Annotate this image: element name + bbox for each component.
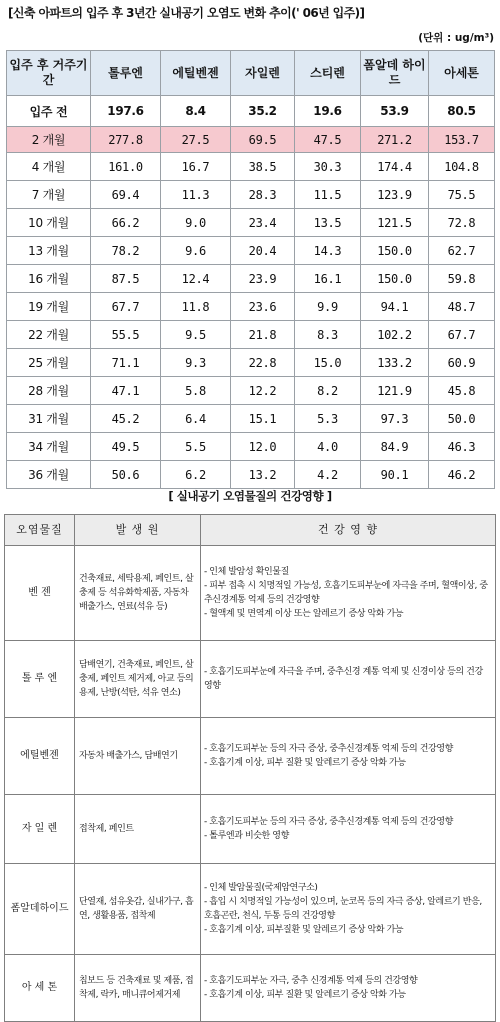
table-row <box>7 349 495 377</box>
table-cell: 11.5 <box>295 181 361 209</box>
table-cell: 50.6 <box>91 461 161 489</box>
table-row <box>7 181 495 209</box>
pollutant-name: 폼알데하이드 <box>5 864 75 955</box>
table-row <box>5 641 496 718</box>
pollution-source: 접착제, 페인트 <box>75 795 201 864</box>
table-row <box>7 265 495 293</box>
table-row <box>7 127 495 153</box>
table-cell: 12.0 <box>231 433 295 461</box>
table-cell: 87.5 <box>91 265 161 293</box>
row-label: 13 개월 <box>7 237 91 265</box>
pollutant-name: 자 일 렌 <box>5 795 75 864</box>
health-effects <box>201 955 496 1022</box>
table-cell: 21.8 <box>231 321 295 349</box>
table-cell: 55.5 <box>91 321 161 349</box>
table-row <box>7 321 495 349</box>
table-cell: 15.0 <box>295 349 361 377</box>
row-label: 2 개월 <box>7 127 91 153</box>
table-cell: 14.3 <box>295 237 361 265</box>
table-cell: 197.6 <box>91 96 161 127</box>
table-cell: 75.5 <box>429 181 495 209</box>
table-cell: 12.2 <box>231 377 295 405</box>
table-row <box>5 795 496 864</box>
column-header: 발 생 원 <box>75 515 201 546</box>
table-cell: 90.1 <box>361 461 429 489</box>
table-cell: 4.2 <box>295 461 361 489</box>
table-cell: 150.0 <box>361 237 429 265</box>
table-cell: 11.3 <box>161 181 231 209</box>
effect-line: - 톨루엔과 비슷한 영향 <box>204 831 289 841</box>
table-row <box>7 293 495 321</box>
table-cell: 49.5 <box>91 433 161 461</box>
table-cell: 69.4 <box>91 181 161 209</box>
table-cell: 35.2 <box>231 96 295 127</box>
effect-line: - 피부 접촉 시 치명적일 가능성, 호흡기도피부눈에 자극을 주며, 혈액이상, 중추신경계통 억제 등의 건강영향 <box>204 581 488 605</box>
column-header: 자일렌 <box>231 51 295 96</box>
effect-line: - 호흡기계 이상, 피부질환 및 알레르기 증상 악화 가능 <box>204 925 404 935</box>
table-cell: 19.6 <box>295 96 361 127</box>
unit-label: (단위 : ug/m³) <box>418 32 494 44</box>
health-effects <box>201 718 496 795</box>
table-cell: 23.6 <box>231 293 295 321</box>
table-cell: 80.5 <box>429 96 495 127</box>
pollutant-name: 아 세 톤 <box>5 955 75 1022</box>
effect-line: - 호흡기도피부눈 등의 자극 증상, 중추신경계통 억제 등의 건강영향 <box>204 817 453 827</box>
table-cell: 5.5 <box>161 433 231 461</box>
pollution-source: 건축재료, 세탁용제, 페인트, 살충제 등 석유화학제품, 자동차 배출가스, 연료(석유 등) <box>75 546 201 641</box>
table-cell: 104.8 <box>429 153 495 181</box>
pollution-source: 칩보드 등 건축재료 및 제품, 접착제, 락카, 매니큐어제거제 <box>75 955 201 1022</box>
table-cell: 50.0 <box>429 405 495 433</box>
table-cell: 15.1 <box>231 405 295 433</box>
table-cell: 47.1 <box>91 377 161 405</box>
table-row <box>7 461 495 489</box>
table-header-row <box>5 515 496 546</box>
row-label: 25 개월 <box>7 349 91 377</box>
table-row <box>5 864 496 955</box>
table-cell: 59.8 <box>429 265 495 293</box>
row-label: 31 개월 <box>7 405 91 433</box>
pollutant-name: 톨 루 엔 <box>5 641 75 718</box>
table-cell: 67.7 <box>429 321 495 349</box>
table-cell: 38.5 <box>231 153 295 181</box>
table-cell: 23.4 <box>231 209 295 237</box>
table-cell: 5.8 <box>161 377 231 405</box>
table-cell: 6.2 <box>161 461 231 489</box>
table-cell: 27.5 <box>161 127 231 153</box>
health-effects <box>201 546 496 641</box>
row-label: 22 개월 <box>7 321 91 349</box>
table-cell: 72.8 <box>429 209 495 237</box>
pollution-source: 단열재, 섬유옷감, 실내가구, 흡연, 생활용품, 접착제 <box>75 864 201 955</box>
table-row <box>7 377 495 405</box>
table-cell: 271.2 <box>361 127 429 153</box>
pollutant-name: 에틸벤젠 <box>5 718 75 795</box>
table-row <box>5 955 496 1022</box>
column-header: 에틸벤젠 <box>161 51 231 96</box>
table-cell: 8.2 <box>295 377 361 405</box>
effect-line: - 호흡기도피부눈 자극, 중추 신경계통 억제 등의 건강영향 <box>204 976 418 986</box>
effect-line: - 호흡기도피부눈 등의 자극 증상, 중추신경계통 억제 등의 건강영향 <box>204 744 453 754</box>
column-header: 스티렌 <box>295 51 361 96</box>
row-label: 28 개월 <box>7 377 91 405</box>
table-cell: 133.2 <box>361 349 429 377</box>
table-row <box>5 718 496 795</box>
effect-line: - 호흡기계 이상, 피부 질환 및 알레르기 증상 악화 가능 <box>204 758 406 768</box>
table-cell: 121.9 <box>361 377 429 405</box>
table-cell: 13.2 <box>231 461 295 489</box>
table-cell: 23.9 <box>231 265 295 293</box>
table-cell: 5.3 <box>295 405 361 433</box>
table-cell: 8.3 <box>295 321 361 349</box>
table-header-row <box>7 51 495 96</box>
effect-line: - 호흡기도피부눈에 자극을 주며, 중추신경 계통 억제 및 신경이상 등의 건강영향 <box>204 667 483 691</box>
table-cell: 45.8 <box>429 377 495 405</box>
pollution-source: 담배연기, 건축재료, 페인트, 살충제, 페인트 제거제, 아교 등의 용제, 난방(석탄, 석유 연소) <box>75 641 201 718</box>
effect-line: - 흡입 시 치명적일 가능성이 있으며, 눈코목 등의 자극 증상, 알레르기 반응, 호흡곤란, 천식, 두통 등의 건강영향 <box>204 897 482 921</box>
table-cell: 84.9 <box>361 433 429 461</box>
table-cell: 161.0 <box>91 153 161 181</box>
health-effects <box>201 641 496 718</box>
table-row <box>7 96 495 127</box>
row-label: 16 개월 <box>7 265 91 293</box>
table-cell: 13.5 <box>295 209 361 237</box>
column-header: 아세톤 <box>429 51 495 96</box>
table-row <box>7 237 495 265</box>
table-cell: 153.7 <box>429 127 495 153</box>
row-label: 7 개월 <box>7 181 91 209</box>
table-row <box>7 209 495 237</box>
health-effects-table <box>4 514 496 1022</box>
table-cell: 9.0 <box>161 209 231 237</box>
table-cell: 60.9 <box>429 349 495 377</box>
table-cell: 8.4 <box>161 96 231 127</box>
column-header: 폼알데 하이드 <box>361 51 429 96</box>
table-cell: 4.0 <box>295 433 361 461</box>
table-cell: 67.7 <box>91 293 161 321</box>
row-label: 입주 전 <box>7 96 91 127</box>
row-label: 10 개월 <box>7 209 91 237</box>
effect-line: - 혈액계 및 면역계 이상 또는 알레르기 증상 악화 가능 <box>204 609 404 619</box>
table-cell: 277.8 <box>91 127 161 153</box>
table-cell: 150.0 <box>361 265 429 293</box>
table-cell: 45.2 <box>91 405 161 433</box>
page-title: [신축 아파트의 입주 후 3년간 실내공기 오염도 변화 추이(' 06년 입주)] <box>8 6 365 20</box>
table-row <box>7 153 495 181</box>
table-cell: 121.5 <box>361 209 429 237</box>
table-cell: 66.2 <box>91 209 161 237</box>
table-cell: 22.8 <box>231 349 295 377</box>
column-header: 입주 후 거주기간 <box>7 51 91 96</box>
table-row <box>5 546 496 641</box>
pollutant-name: 벤 젠 <box>5 546 75 641</box>
table-cell: 16.1 <box>295 265 361 293</box>
table-cell: 46.2 <box>429 461 495 489</box>
table-cell: 174.4 <box>361 153 429 181</box>
row-label: 34 개월 <box>7 433 91 461</box>
table-cell: 47.5 <box>295 127 361 153</box>
table-cell: 46.3 <box>429 433 495 461</box>
table-cell: 6.4 <box>161 405 231 433</box>
table-cell: 16.7 <box>161 153 231 181</box>
section-title: [ 실내공기 오염물질의 건강영향 ] <box>168 489 332 503</box>
row-label: 36 개월 <box>7 461 91 489</box>
table-cell: 71.1 <box>91 349 161 377</box>
table-cell: 102.2 <box>361 321 429 349</box>
pollution-source: 자동차 배출가스, 담배연기 <box>75 718 201 795</box>
table-cell: 97.3 <box>361 405 429 433</box>
effect-line: - 호흡기계 이상, 피부 질환 및 알레르기 증상 악화 가능 <box>204 990 406 1000</box>
table-cell: 94.1 <box>361 293 429 321</box>
table-cell: 53.9 <box>361 96 429 127</box>
column-header: 건 강 영 향 <box>201 515 496 546</box>
table-cell: 11.8 <box>161 293 231 321</box>
health-effects <box>201 795 496 864</box>
table-cell: 28.3 <box>231 181 295 209</box>
table-cell: 9.3 <box>161 349 231 377</box>
table-cell: 9.6 <box>161 237 231 265</box>
row-label: 19 개월 <box>7 293 91 321</box>
table-cell: 30.3 <box>295 153 361 181</box>
column-header: 오염물질 <box>5 515 75 546</box>
table-cell: 9.9 <box>295 293 361 321</box>
column-header: 톨루엔 <box>91 51 161 96</box>
table-cell: 62.7 <box>429 237 495 265</box>
table-cell: 48.7 <box>429 293 495 321</box>
table-row <box>7 433 495 461</box>
table-row <box>7 405 495 433</box>
row-label: 4 개월 <box>7 153 91 181</box>
table-cell: 78.2 <box>91 237 161 265</box>
health-effects <box>201 864 496 955</box>
effect-line: - 인체 발암물질(국제암연구소) <box>204 883 318 893</box>
table-cell: 12.4 <box>161 265 231 293</box>
table-cell: 20.4 <box>231 237 295 265</box>
effect-line: - 인체 발암성 확인물질 <box>204 567 289 577</box>
table-cell: 123.9 <box>361 181 429 209</box>
table-cell: 69.5 <box>231 127 295 153</box>
table-cell: 9.5 <box>161 321 231 349</box>
pollution-trend-table <box>6 50 495 489</box>
